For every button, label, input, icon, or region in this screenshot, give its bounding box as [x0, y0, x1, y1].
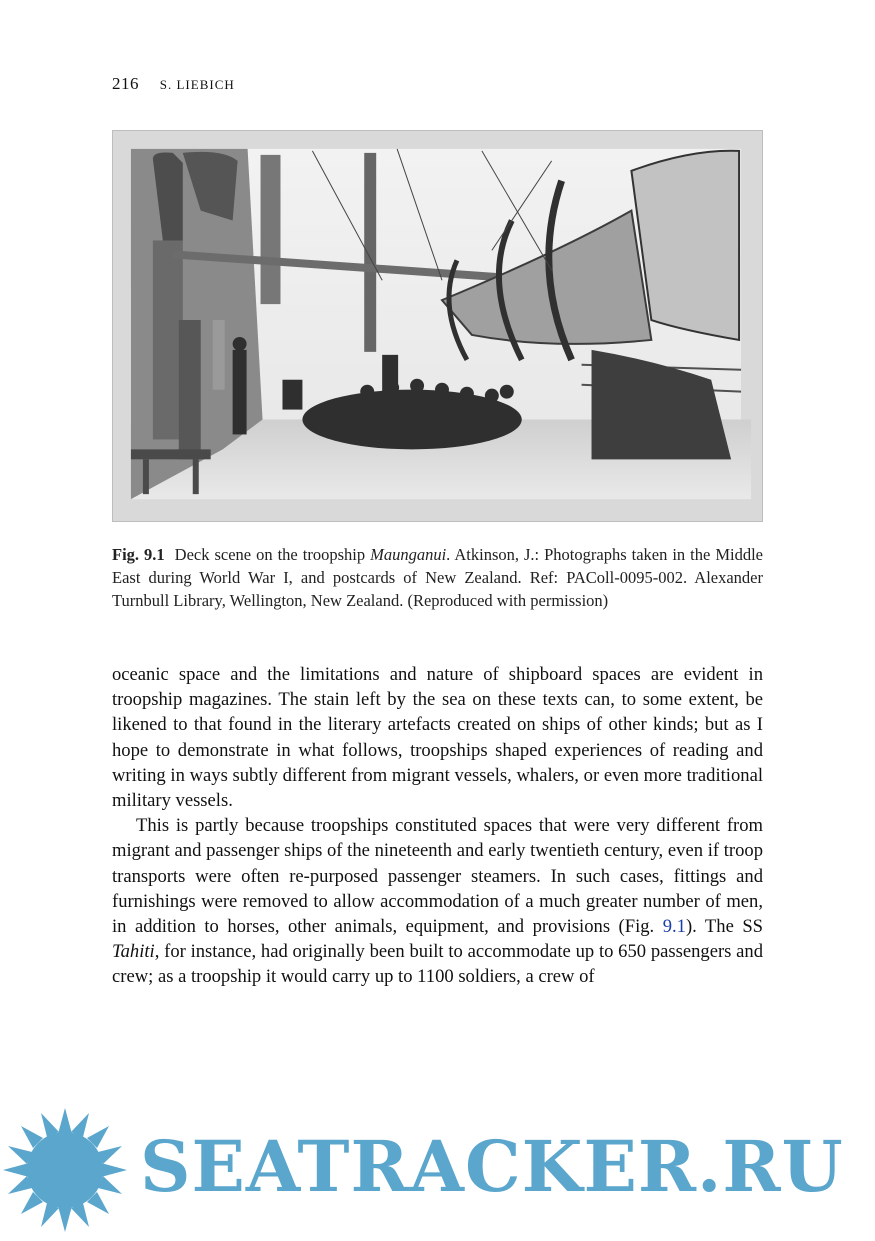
caption-text-pre: Deck scene on the troopship	[174, 545, 371, 564]
caption-ship-name: Maunganui	[370, 545, 447, 564]
ship-name-tahiti: Tahiti	[112, 941, 155, 963]
paragraph-1: oceanic space and the limitations and nature of shipboard spaces are evident in troopship magazines. The stain left by the sea on these texts can, to some extent, be likened to that found in the literary artefacts created on ships of other kinds; but as I hope to demonstrate in what follows, troopships shaped experiences of reading and writing in ways subtly different from migrant vessels, whalers, or even more traditional military vessels.	[112, 664, 763, 812]
paragraph-2-part-b: ). The SS	[685, 916, 764, 938]
paragraph-2	[112, 813, 763, 989]
figure-photograph	[112, 130, 763, 522]
caption-text-post: . Atkinson, J.: Photographs taken in the Middle East during World War I, and postcards of New Zealand. Ref: PAColl-0095-002. Alexander Turnbull Library, Wellington, New Zealand. (Reproduced with permission)	[112, 545, 763, 610]
figure-reference-link[interactable]: 9.1	[662, 916, 686, 938]
paragraph-2-part-a: This is partly because troopships constituted spaces that were very different from migrant and passenger ships of the nineteenth and early twentieth century, even if troop transports were often re-purposed passenger steamers. In such cases, fittings and furnishings were removed to allow accommodation of a much greater number of men, in addition to horses, other animals, equipment, and provisions (Fig.	[112, 815, 763, 938]
paragraph-2-part-c: , for instance, had originally been built to accommodate up to 650 passengers and crew; as a troopship it would carry up to 1100 soldiers, a crew of	[112, 941, 763, 988]
running-head	[112, 74, 235, 94]
body-text	[112, 662, 763, 990]
page-number: 216	[112, 74, 139, 93]
watermark-text: SEATRACKER.RU	[140, 1125, 844, 1208]
running-head-author: S. LIEBICH	[159, 77, 235, 92]
figure-caption	[112, 543, 763, 612]
troopship-deck-photo	[113, 131, 762, 521]
figure-label: Fig. 9.1	[112, 545, 165, 564]
